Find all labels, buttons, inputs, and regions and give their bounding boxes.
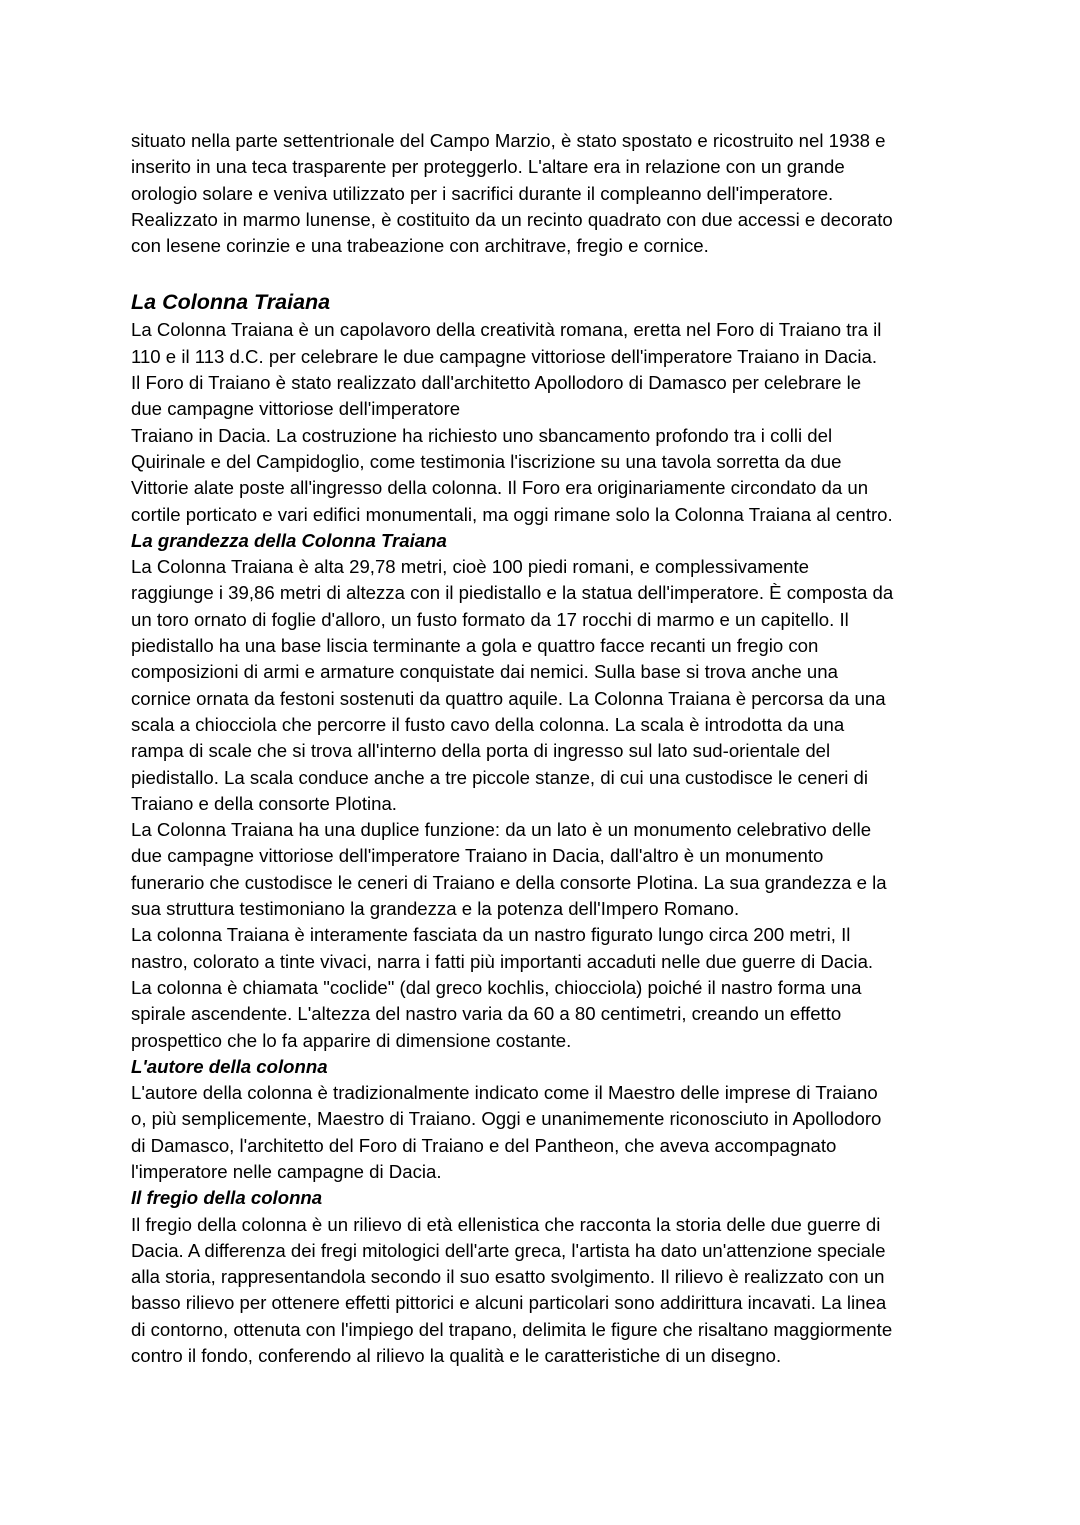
text-line: o, più semplicemente, Maestro di Traiano. Oggi e unanimemente riconosciuto in Apollodoro	[131, 1108, 882, 1130]
text-line: Realizzato in marmo lunense, è costituito da un recinto quadrato con due accessi e decorato	[131, 208, 893, 230]
text-line: di contorno, ottenuta con l'impiego del trapano, delimita le figure che risaltano maggiormente	[131, 1318, 893, 1340]
text-line: scala a chiocciola che percorre il fusto cavo della colonna. La scala è introdotta da una	[131, 713, 845, 735]
section-heading: La Colonna Traiana	[131, 290, 331, 315]
text-line: piedistallo ha una base liscia terminante a gola e quattro facce recanti un fregio con	[131, 635, 819, 657]
text-line: Traiano e della consorte Plotina.	[131, 792, 397, 814]
text-line: nastro, colorato a tinte vivaci, narra i fatti più importanti accaduti nelle due guerre di Dacia.	[131, 950, 874, 972]
intro-paragraph	[131, 128, 961, 259]
section-grandezza	[131, 528, 961, 1054]
text-line: cortile porticato e vari edifici monumentali, ma oggi rimane solo la Colonna Traiana al centro.	[131, 503, 893, 525]
text-line: sua struttura testimoniano la grandezza e la potenza dell'Impero Romano.	[131, 898, 740, 920]
text-line: di Damasco, l'architetto del Foro di Traiano e del Pantheon, che aveva accompagnato	[131, 1134, 837, 1156]
text-line: funerario che custodisce le ceneri di Traiano e della consorte Plotina. La sua grandezza e la	[131, 871, 887, 893]
text-line: due campagne vittoriose dell'imperatore	[131, 398, 461, 420]
text-line: piedistallo. La scala conduce anche a tre piccole stanze, di cui una custodisce le ceneri di	[131, 766, 868, 788]
text-line: l'imperatore nelle campagne di Dacia.	[131, 1160, 442, 1182]
text-line: Quirinale e del Campidoglio, come testimonia l'iscrizione su una tavola sorretta da due	[131, 450, 842, 472]
text-line: orologio solare e veniva utilizzato per i sacrifici durante il compleanno dell'imperatore.	[131, 182, 834, 204]
text-line: inserito in una teca trasparente per proteggerlo. L'altare era in relazione con un grande	[131, 156, 845, 178]
text-line: Vittorie alate poste all'ingresso della colonna. Il Foro era originariamente circondato da un	[131, 477, 869, 499]
section-subheading: L'autore della colonna	[131, 1055, 328, 1077]
text-line: alla storia, rappresentandola secondo il suo esatto svolgimento. Il rilievo è realizzato con un	[131, 1266, 885, 1288]
text-line: prospettico che lo fa apparire di dimensione costante.	[131, 1029, 572, 1051]
section-fregio	[131, 1185, 961, 1369]
text-line: composizioni di armi e armature conquistate dai nemici. Sulla base si trova anche una	[131, 661, 838, 683]
text-line: Dacia. A differenza dei fregi mitologici dell'arte greca, l'artista ha dato un'attenzione speciale	[131, 1239, 886, 1261]
section-autore	[131, 1054, 961, 1185]
section-colonna-traiana	[131, 287, 961, 527]
text-line: La colonna Traiana è interamente fasciata da un nastro figurato lungo circa 200 metri, Il	[131, 924, 851, 946]
section-subheading: La grandezza della Colonna Traiana	[131, 529, 447, 551]
text-line: contro il fondo, conferendo al rilievo la qualità e le caratteristiche di un disegno.	[131, 1345, 782, 1367]
text-line: La Colonna Traiana è alta 29,78 metri, cioè 100 piedi romani, e complessivamente	[131, 556, 810, 578]
text-line: situato nella parte settentrionale del Campo Marzio, è stato spostato e ricostruito nel 1938 e	[131, 130, 886, 151]
text-line: raggiunge i 39,86 metri di altezza con il piedistallo e la statua dell'imperatore. È composta da	[131, 582, 894, 604]
text-line: con lesene corinzie e una trabeazione con architrave, fregio e cornice.	[131, 235, 709, 257]
text-line: cornice ornata da festoni sostenuti da quattro aquile. La Colonna Traiana è percorsa da una	[131, 687, 886, 709]
text-line: Il fregio della colonna è un rilievo di età ellenistica che racconta la storia delle due guerre di	[131, 1213, 881, 1235]
text-line: Il Foro di Traiano è stato realizzato dall'architetto Apollodoro di Damasco per celebrare le	[131, 372, 862, 394]
text-line: rampa di scale che si trova all'interno della porta di ingresso sul lato sud-orientale del	[131, 740, 831, 762]
text-line: basso rilievo per ottenere effetti pittorici e alcuni particolari sono addirittura incavati. La linea	[131, 1292, 887, 1314]
text-line: 110 e il 113 d.C. per celebrare le due campagne vittoriose dell'imperatore Traiano in Dacia.	[131, 345, 877, 367]
text-line: spirale ascendente. L'altezza del nastro varia da 60 a 80 centimetri, creando un effetto	[131, 1003, 842, 1025]
text-line: La colonna è chiamata "coclide" (dal greco kochlis, chiocciola) poiché il nastro forma una	[131, 976, 862, 998]
text-line: La Colonna Traiana è un capolavoro della creatività romana, eretta nel Foro di Traiano tra il	[131, 319, 882, 341]
text-line: Traiano in Dacia. La costruzione ha richiesto uno sbancamento profondo tra i colli del	[131, 424, 833, 446]
section-subheading: Il fregio della colonna	[131, 1187, 323, 1209]
text-line: L'autore della colonna è tradizionalmente indicato come il Maestro delle imprese di Traiano	[131, 1082, 878, 1104]
text-line: due campagne vittoriose dell'imperatore Traiano in Dacia, dall'altro è un monumento	[131, 845, 824, 867]
text-line: un toro ornato di foglie d'alloro, un fusto formato da 17 rocchi di marmo e un capitello. Il	[131, 608, 849, 630]
document-page	[131, 128, 961, 1369]
text-line: La Colonna Traiana ha una duplice funzione: da un lato è un monumento celebrativo delle	[131, 819, 872, 841]
